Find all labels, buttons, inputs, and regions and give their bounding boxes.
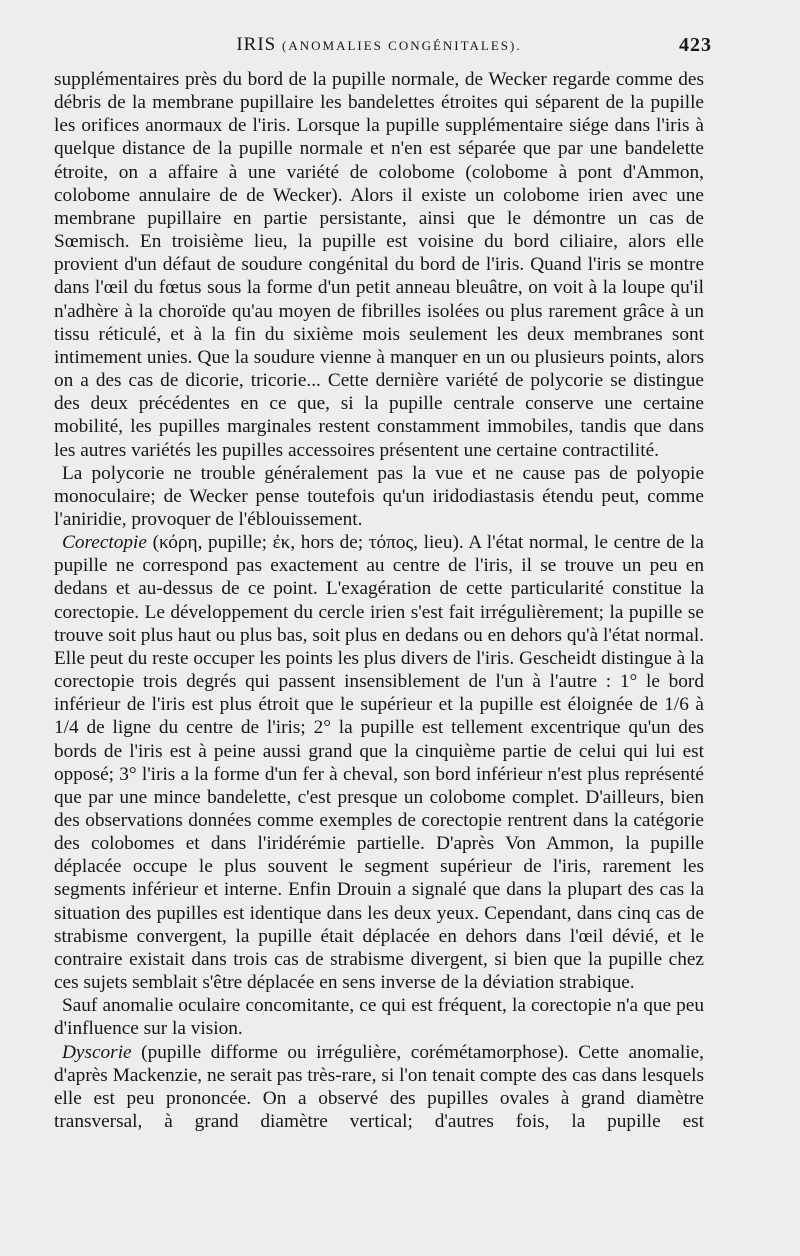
running-title-main: IRIS bbox=[236, 34, 277, 55]
paragraph-corectopie bbox=[54, 531, 704, 994]
running-title bbox=[236, 34, 521, 55]
paragraph-corectopie-vision bbox=[54, 994, 704, 1040]
running-title-sub: (ANOMALIES CONGÉNITALES). bbox=[282, 38, 522, 53]
page-number: 423 bbox=[679, 34, 712, 56]
running-header bbox=[54, 30, 712, 68]
paragraph-polycorie-continued bbox=[54, 68, 704, 462]
paragraph-text: (κόρη, pupille; ἐκ, hors de; τόπος, lieu). A l'état normal, le centre de la pupille ne correspond pas exactement au centre de l'iris, il se trouve un peu en dedans et au-dessus de ce point. L'exagération de cette particularité constitue la corectopie. Le développement du cercle irien s'est fait irrégulièrement; la pupille se trouve soit plus haut ou plus bas, soit plus en dedans ou en dehors qu'à l'état normal. Elle peut du reste occuper les points les plus divers de l'iris. Gescheidt distingue à la corectopie trois degrés qui passent insensiblement de l'un à l'autre : 1° le bord inférieur de l'iris est plus étroit que le supérieur et la pupille est éloignée de 1/6 à 1/4 de ligne du centre de l'iris; 2° la pupille est tellement excentrique qu'un des bords de l'iris est à peine aussi grand que la cinquième partie de celui qui lui est opposé; 3° l'iris a la forme d'un fer à cheval, son bord inférieur n'est plus représenté que par une mince bandelette, c'est presque un colobome complet. D'ailleurs, bien des observations données comme exemples de corectopie rentrent dans la catégorie des colobomes et dans l'iridérémie partielle. D'après Von Ammon, la pupille déplacée occupe le plus souvent le segment supérieur de l'iris, rarement les segments inférieur et interne. Enfin Drouin a signalé que dans la plupart des cas la situation des pupilles est identique dans les deux yeux. Cependant, dans cinq cas de strabisme convergent, la pupille était déplacée en dehors dans l'œil dévié, et le contraire existait dans trois cas de strabisme divergent, si bien que la pupille chez ces sujets semblait s'être déplacée en sens inverse de la déviation strabique. bbox=[54, 532, 704, 994]
section-term-corectopie: Corectopie bbox=[62, 532, 147, 554]
paragraph-text: Sauf anomalie oculaire concomitante, ce qui est fréquent, la corectopie n'a que peu d'influence sur la vision. bbox=[54, 995, 704, 1040]
paragraph-text: supplémentaires près du bord de la pupille normale, de Wecker regarde comme des débris de la membrane pupillaire les bandelettes étroites qui séparent de la pupille les orifices anormaux de l'iris. Lorsque la pupille supplémentaire siége dans l'iris à quelque distance de la pupille normale et n'en est séparée que par une bandelette étroite, on a affaire à une variété de colobome (colobome à pont d'Ammon, colobome annulaire de de Wecker). Alors il existe un colobome irien avec une membrane pupillaire en partie persistante, ainsi que le démontre un cas de Sœmisch. En troisième lieu, la pupille est voisine du bord ciliaire, alors elle provient d'un défaut de soudure congénital du bord de l'iris. Quand l'iris se montre dans l'œil du fœtus sous la forme d'un petit anneau bleuâtre, on voit à la loupe qu'il n'adhère à la choroïde qu'au moyen de fibrilles isolées ou plus rarement grâce à un tissu réticulé, et à la fin du sixième mois seulement les deux membranes sont intimement unies. Que la soudure vienne à manquer en un ou plusieurs points, alors on a des cas de dicorie, tricorie... Cette dernière variété de polycorie se distingue des deux précédentes en ce que, si la pupille centrale conserve une certaine mobilité, les pupilles marginales restent constamment immobiles, tandis que dans les autres variétés les pupilles accessoires présentent une certaine contractilité. bbox=[54, 69, 704, 461]
paragraph-text: (pupille difforme ou irrégulière, corémétamorphose). Cette anomalie, d'après Mackenzie, ne serait pas très-rare, si l'on tenait compte des cas dans lesquels elle est peu prononcée. On a observé des pupilles ovales à grand diamètre transversal, à grand diamètre vertical; d'autres fois, la pupille est bbox=[54, 1041, 704, 1133]
paragraph-dyscorie bbox=[54, 1041, 704, 1134]
paragraph-text: La polycorie ne trouble généralement pas la vue et ne cause pas de polyopie monoculaire; de Wecker pense toutefois qu'un iridodiastasis étendu peut, comme l'aniridie, provoquer de l'éblouissement. bbox=[54, 462, 704, 530]
paragraph-polycorie-vision bbox=[54, 462, 704, 531]
section-term-dyscorie: Dyscorie bbox=[62, 1041, 132, 1063]
